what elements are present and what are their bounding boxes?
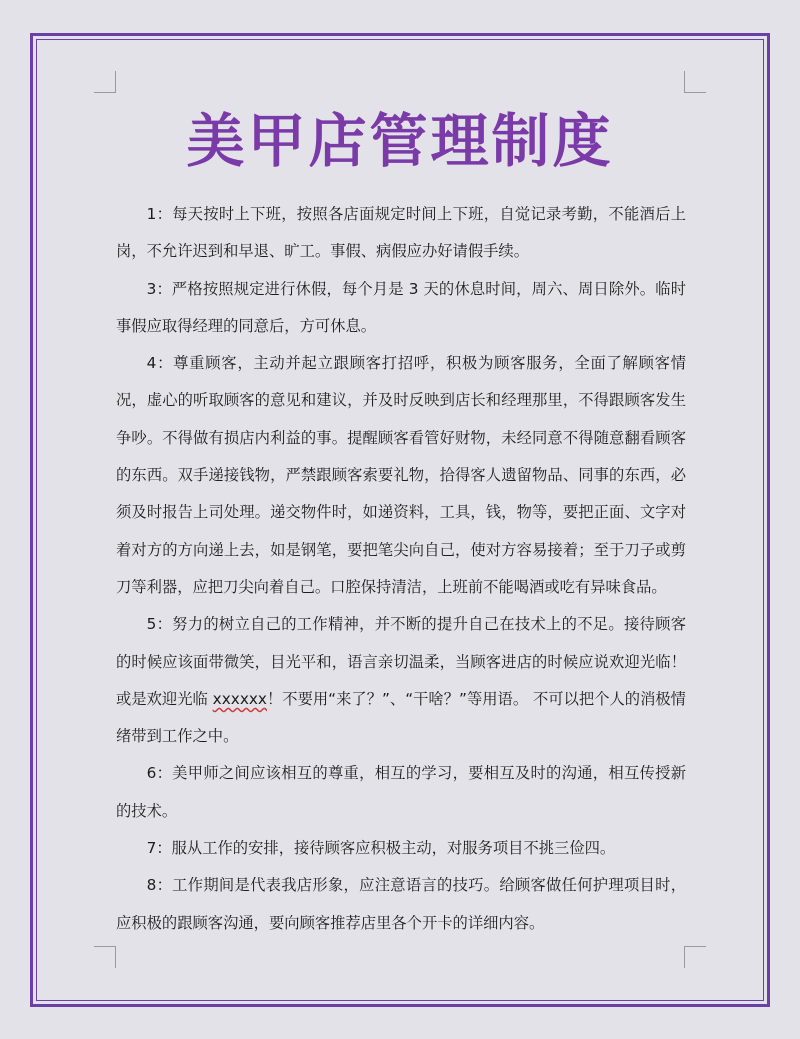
crop-mark-bottom-left [94, 946, 116, 968]
paragraph-5-after: ！不要用“来了？”、“干啥？”等用语。 不可以把个人的消极情绪带到工作之中。 [116, 689, 686, 746]
crop-mark-bottom-right [684, 946, 706, 968]
paragraph-7: 7：服从工作的安排，接待顾客应积极主动，对服务项目不挑三俭四。 [146, 839, 616, 858]
paragraph-1: 1：每天按时上下班，按照各店面规定时间上下班，自觉记录考勤，不能酒后上岗，不允许迟到和早退、旷工。事假、病假应办好请假手续。 [116, 205, 686, 261]
paragraph-6: 6：美甲师之间应该相互的尊重，相互的学习，要相互及时的沟通，相互传授新的技术。 [116, 764, 686, 820]
paragraph-8: 8：工作期间是代表我店形象，应注意语言的技巧。给顾客做任何护理项目时，应积极的跟顾客沟通，要向顾客推荐店里各个开卡的详细内容。 [116, 876, 686, 932]
paragraph-3: 3：严格按照规定进行休假，每个月是 3 天的休息时间，周六、周日除外。临时事假应取得经理的同意后，方可休息。 [116, 279, 686, 335]
paragraph-5-before: 5：努力的树立自己的工作精神，并不断的提升自己在技术上的不足。接待顾客的时候应该面带微笑，目光平和，语言亲切温柔，当顾客进店的时候应说欢迎光临！或是欢迎光临 [116, 615, 686, 708]
spellcheck-flagged-word[interactable]: xxxxxx [212, 689, 267, 708]
paragraph-5 [116, 606, 686, 755]
paragraph-4: 4：尊重顾客，主动并起立跟顾客打招呼，积极为顾客服务，全面了解顾客情况，虚心的听取顾客的意见和建议，并及时反映到店长和经理那里，不得跟顾客发生争吵。不得做有损店内利益的事。提醒顾客看管好财物，未经同意不得随意翻看顾客的东西。双手递接钱物，严禁跟顾客索要礼物，拾得客人遗留物品、同事的东西，必须及时报告上司处理。递交物件时，如递资料，工具，钱，物等，要把正面、文字对着对方的方向递上去，如是钢笔，要把笔尖向自己，使对方容易接着；至于刀子或剪刀等利器，应把刀尖向着自己。口腔保持清洁，上班前不能喝酒或吃有异味食品。 [116, 354, 686, 596]
document-title: 美甲店管理制度 [186, 107, 614, 175]
crop-mark-top-left [94, 71, 116, 93]
crop-mark-top-right [684, 71, 706, 93]
document-body[interactable] [116, 196, 686, 942]
